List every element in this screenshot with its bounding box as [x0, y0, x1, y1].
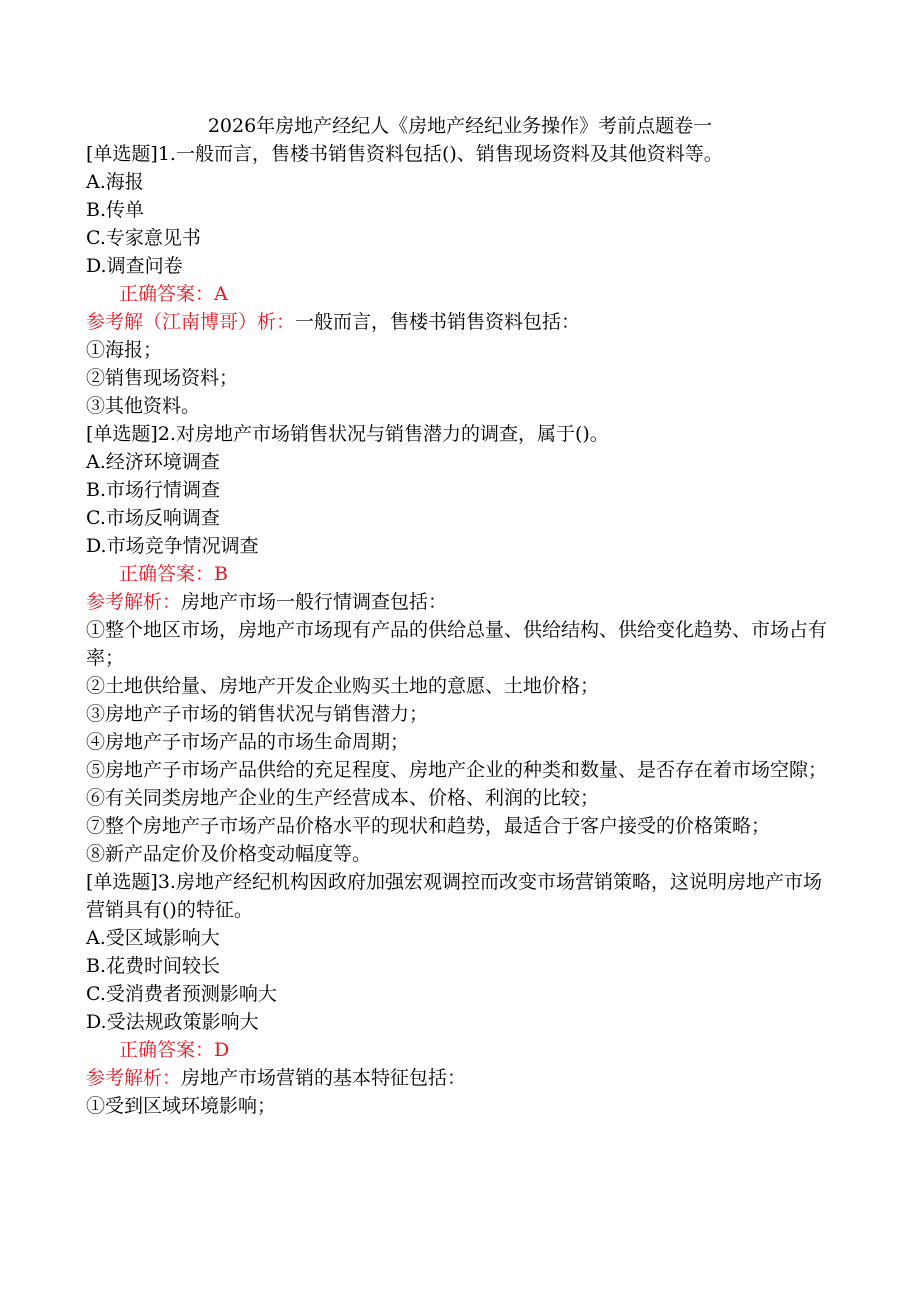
analysis-point: ⑦整个房地产子市场产品价格水平的现状和趋势，最适合于客户接受的价格策略；: [86, 815, 771, 837]
option-d: D.调查问卷: [86, 255, 183, 277]
analysis-point: ③房地产子市场的销售状况与销售潜力；: [86, 703, 429, 725]
analysis-point: ⑤房地产子市场产品供给的充足程度、房地产企业的种类和数量、是否存在着市场空隙；: [86, 759, 828, 781]
question-stem: [单选题]1.一般而言，售楼书销售资料包括()、销售现场资料及其他资料等。: [86, 143, 723, 165]
document-title: 2026年房地产经纪人《房地产经纪业务操作》考前点题卷一: [207, 115, 713, 137]
analysis-point: ①海报；: [86, 339, 163, 361]
analysis: [86, 308, 831, 336]
analysis-point: ②销售现场资料；: [86, 367, 239, 389]
correct-answer: 正确答案：B: [119, 563, 228, 585]
correct-answer: 正确答案：D: [119, 1039, 230, 1061]
analysis-point: ②土地供给量、房地产开发企业购买土地的意愿、土地价格；: [86, 675, 600, 697]
option-b: B.市场行情调查: [86, 479, 221, 501]
analysis-point: ①受到区域环境影响；: [86, 1095, 277, 1117]
analysis-label: 参考解（江南博哥）析：: [86, 311, 296, 333]
question-2: [86, 420, 831, 868]
analysis-label: 参考解析：: [86, 591, 182, 613]
question-stem: [单选题]2.对房地产市场销售状况与销售潜力的调查，属于()。: [86, 423, 609, 445]
analysis-text: 一般而言，售楼书销售资料包括：: [295, 311, 581, 333]
option-b: B.花费时间较长: [86, 955, 221, 977]
correct-answer: 正确答案：A: [119, 283, 228, 305]
analysis-point: ⑥有关同类房地产企业的生产经营成本、价格、利润的比较；: [86, 787, 600, 809]
option-d: D.市场竞争情况调查: [86, 535, 259, 557]
option-b: B.传单: [86, 199, 145, 221]
analysis-point: ③其他资料。: [86, 395, 201, 417]
option-a: A.海报: [86, 171, 144, 193]
analysis-label: 参考解析：: [86, 1067, 182, 1089]
option-a: A.经济环境调查: [86, 451, 220, 473]
question-list: [86, 140, 831, 1120]
option-c: C.市场反响调查: [86, 507, 220, 529]
analysis-point: ①整个地区市场，房地产市场现有产品的供给总量、供给结构、供给变化趋势、市场占有率；: [86, 619, 828, 669]
option-c: C.专家意见书: [86, 227, 201, 249]
analysis-point: ④房地产子市场产品的市场生命周期；: [86, 731, 410, 753]
question-stem: [单选题]3.房地产经纪机构因政府加强宏观调控而改变市场营销策略，这说明房地产市场营销具有()的特征。: [86, 871, 822, 921]
analysis-text: 房地产市场营销的基本特征包括：: [181, 1067, 467, 1089]
option-a: A.受区域影响大: [86, 927, 220, 949]
option-d: D.受法规政策影响大: [86, 1011, 259, 1033]
analysis: [86, 1064, 831, 1092]
analysis: [86, 588, 831, 616]
question-3: [86, 868, 831, 1120]
analysis-text: 房地产市场一般行情调查包括：: [181, 591, 448, 613]
analysis-point: ⑧新产品定价及价格变动幅度等。: [86, 843, 372, 865]
question-1: [86, 140, 831, 420]
option-c: C.受消费者预测影响大: [86, 983, 277, 1005]
